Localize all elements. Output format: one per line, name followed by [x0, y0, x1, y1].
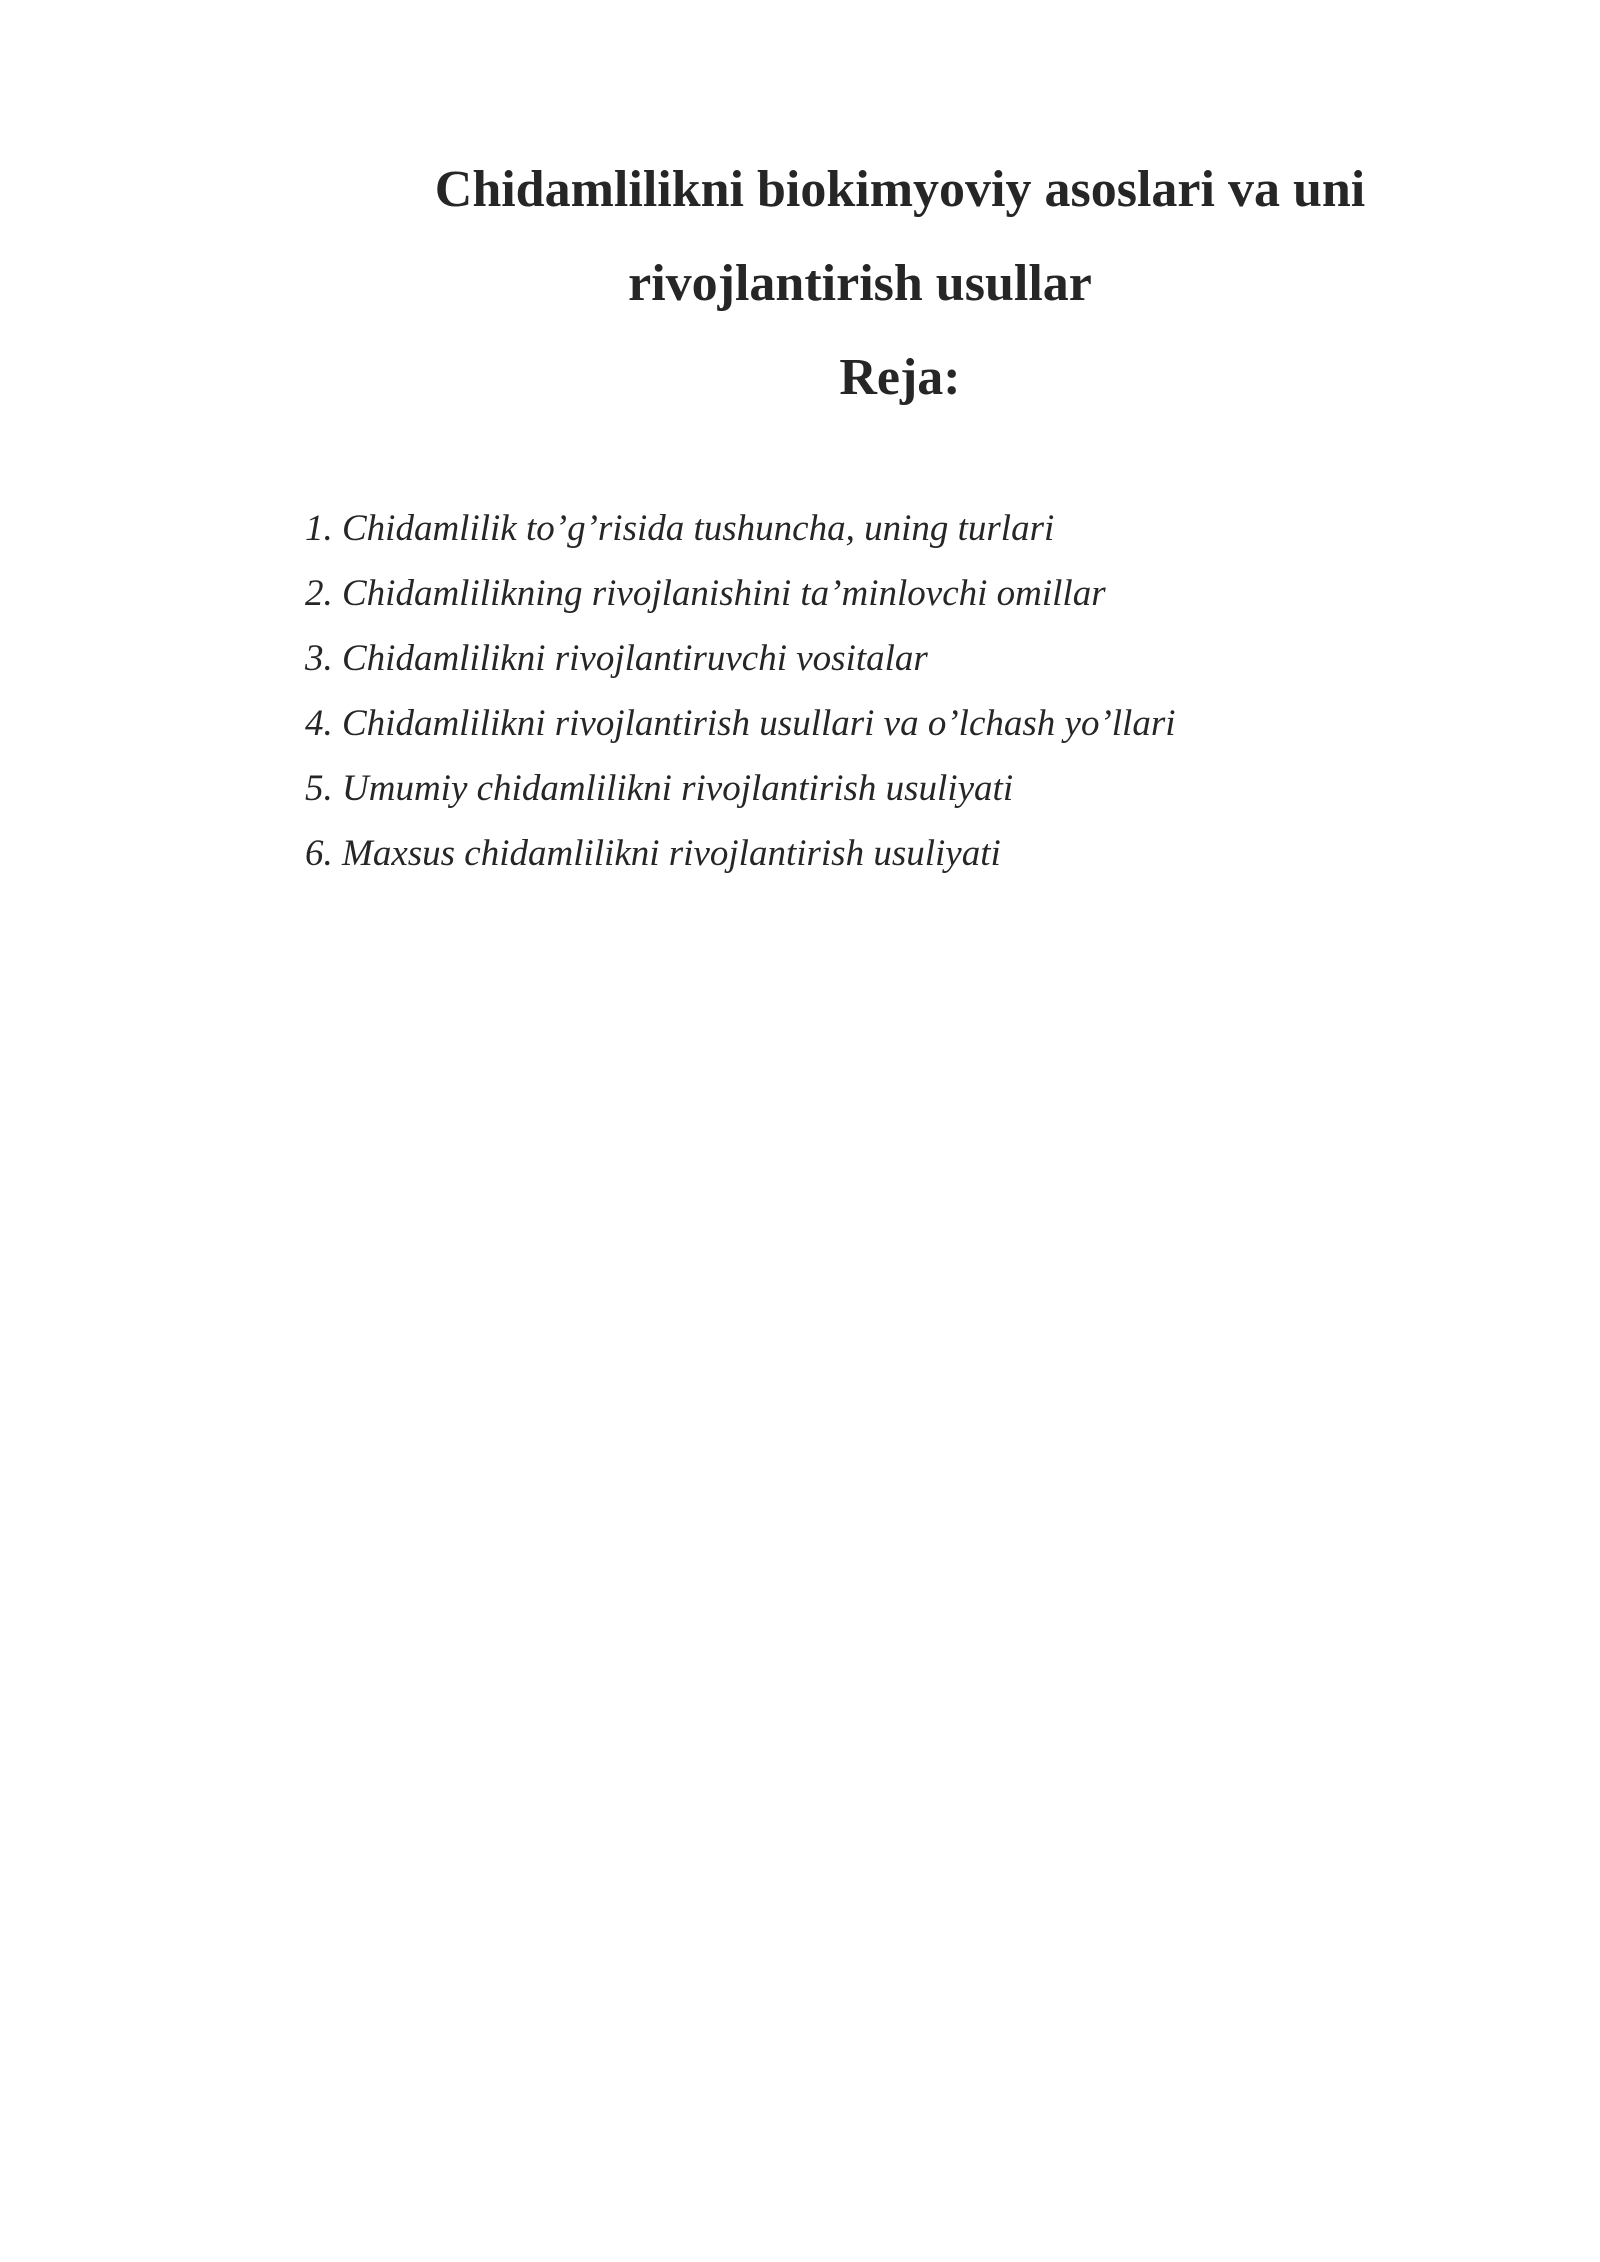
plan-item-1: 1. Chidamlilik to’g’risida tushuncha, uning turlari — [305, 508, 1055, 549]
plan-item-3: 3. Chidamlilikni rivojlantiruvchi vositalar — [305, 638, 928, 679]
plan-list — [305, 496, 1176, 886]
plan-item-6: 6. Maxsus chidamlilikni rivojlantirish usuliyati — [305, 833, 1001, 874]
plan-item-2: 2. Chidamlilikning rivojlanishini ta’minlovchi omillar — [305, 573, 1106, 614]
document-title-line-1: Chidamlilikni biokimyoviy asoslari va uni — [434, 161, 1366, 218]
plan-item-5: 5. Umumiy chidamlilikni rivojlantirish usuliyati — [305, 768, 1014, 809]
plan-heading: Reja: — [839, 349, 961, 406]
document-title-line-2: rivojlantirish usullar — [628, 255, 1092, 312]
plan-item-4: 4. Chidamlilikni rivojlantirish usullari va o’lchash yo’llari — [305, 703, 1176, 744]
